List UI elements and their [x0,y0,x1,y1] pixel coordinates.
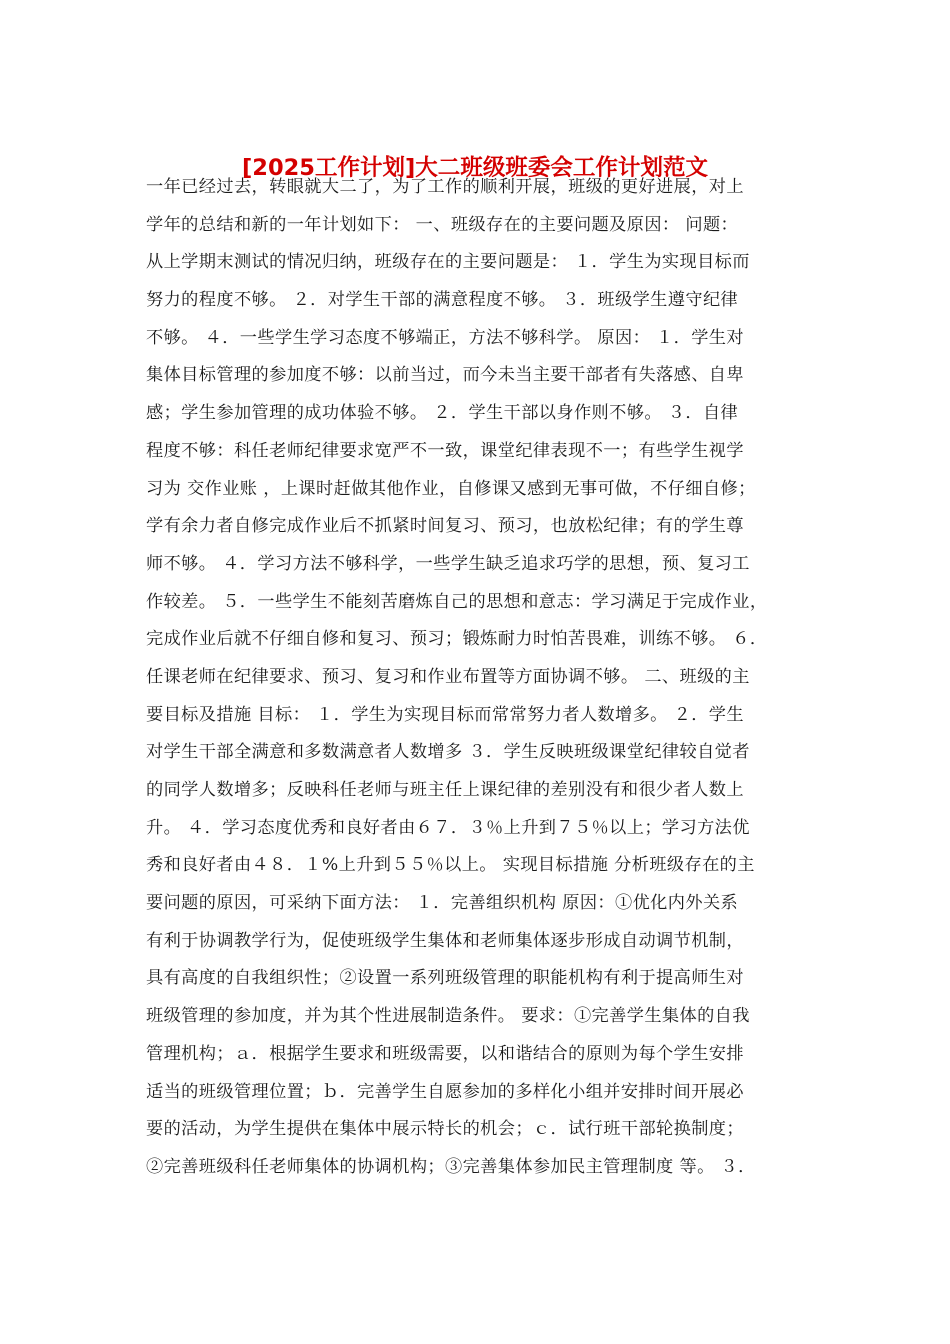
body-text-line: 作较差。 ５．一些学生不能刻苦磨炼自己的思想和意志：学习满足于完成作业， [146,591,768,612]
body-text-line: 一年已经过去，转眼就大二了，为了工作的顺利开展，班级的更好进展，对上 [146,177,744,197]
body-text-line: 的同学人数增多；反映科任老师与班主任上课纪律的差别没有和很少者人数上 [146,780,744,800]
body-text-line: 集体目标管理的参加度不够：以前当过，而今未当主要干部者有失落感、自卑 [146,365,744,386]
body-text-line: 适当的班级管理位置；ｂ．完善学生自愿参加的多样化小组并安排时间开展必 [146,1081,744,1102]
body-text-line: 习为 交作业账 ，上课时赶做其他作业，自修课又感到无事可做，不仔细自修； [146,478,756,499]
body-text-line: 努力的程度不够。 ２．对学生干部的满意程度不够。 ３．班级学生遵守纪律 [146,290,739,311]
body-text-line: 有利于协调教学行为，促使班级学生集体和老师集体逐步形成自动调节机制， [146,930,744,951]
body-text-line: ②完善班级科任老师集体的协调机构；③完善集体参加民主管理制度 等。 ３． [146,1156,756,1177]
body-text-line: 程度不够：科任老师纪律要求宽严不一致，课堂纪律表现不一；有些学生视学 [146,440,744,461]
body-text-line: 任课老师在纪律要求、预习、复习和作业布置等方面协调不够。 二、班级的主 [146,666,750,687]
body-text-line: 完成作业后就不仔细自修和复习、预习；锻炼耐力时怕苦畏难，训练不够。 ６． [146,629,768,650]
body-text-line: 要问题的原因，可采纳下面方法： １．完善组织机构 原因：①优化内外关系 [146,893,739,914]
body-text-line: 具有高度的自我组织性；②设置一系列班级管理的职能机构有利于提高师生对 [146,968,744,989]
body-text-line: 班级管理的参加度，并为其个性进展制造条件。 要求：①完善学生集体的自我 [146,1006,750,1027]
body-text-line: 秀和良好者由４８．１%上升到５５％以上。 实现目标措施 分析班级存在的主 [146,855,755,876]
body-text-line: 要目标及措施 目标： １．学生为实现目标而常常努力者人数增多。 ２．学生 [146,704,744,725]
document-body [146,169,836,1187]
document-title: [2025工作计划]大二班级班委会工作计划范文 [241,155,708,181]
body-text-line: 管理机构；ａ．根据学生要求和班级需要，以和谐结合的原则为每个学生安排 [146,1043,744,1064]
body-text-line: 不够。 ４．一些学生学习态度不够端正，方法不够科学。 原因： １．学生对 [146,327,744,348]
body-text-line: 要的活动，为学生提供在集体中展示特长的机会；ｃ．试行班干部轮换制度； [146,1119,744,1140]
body-text-line: 对学生干部全满意和多数满意者人数增多 ３．学生反映班级课堂纪律较自觉者 [146,742,750,763]
body-text-line: 师不够。 ４．学习方法不够科学，一些学生缺乏追求巧学的思想，预、复习工 [146,553,750,574]
body-text-line: 学有余力者自修完成作业后不抓紧时间复习、预习，也放松纪律；有的学生尊 [146,516,744,537]
body-text-line: 感；学生参加管理的成功体验不够。 ２．学生干部以身作则不够。 ３．自律 [146,403,739,424]
body-text-line: 从上学期末测试的情况归纳，班级存在的主要问题是： １．学生为实现目标而 [146,252,750,273]
body-text-line: 升。 ４．学习态度优秀和良好者由６７．３％上升到７５％以上；学习方法优 [146,817,750,838]
body-text-line: 学年的总结和新的一年计划如下： 一、班级存在的主要问题及原因： 问题： [146,214,739,235]
